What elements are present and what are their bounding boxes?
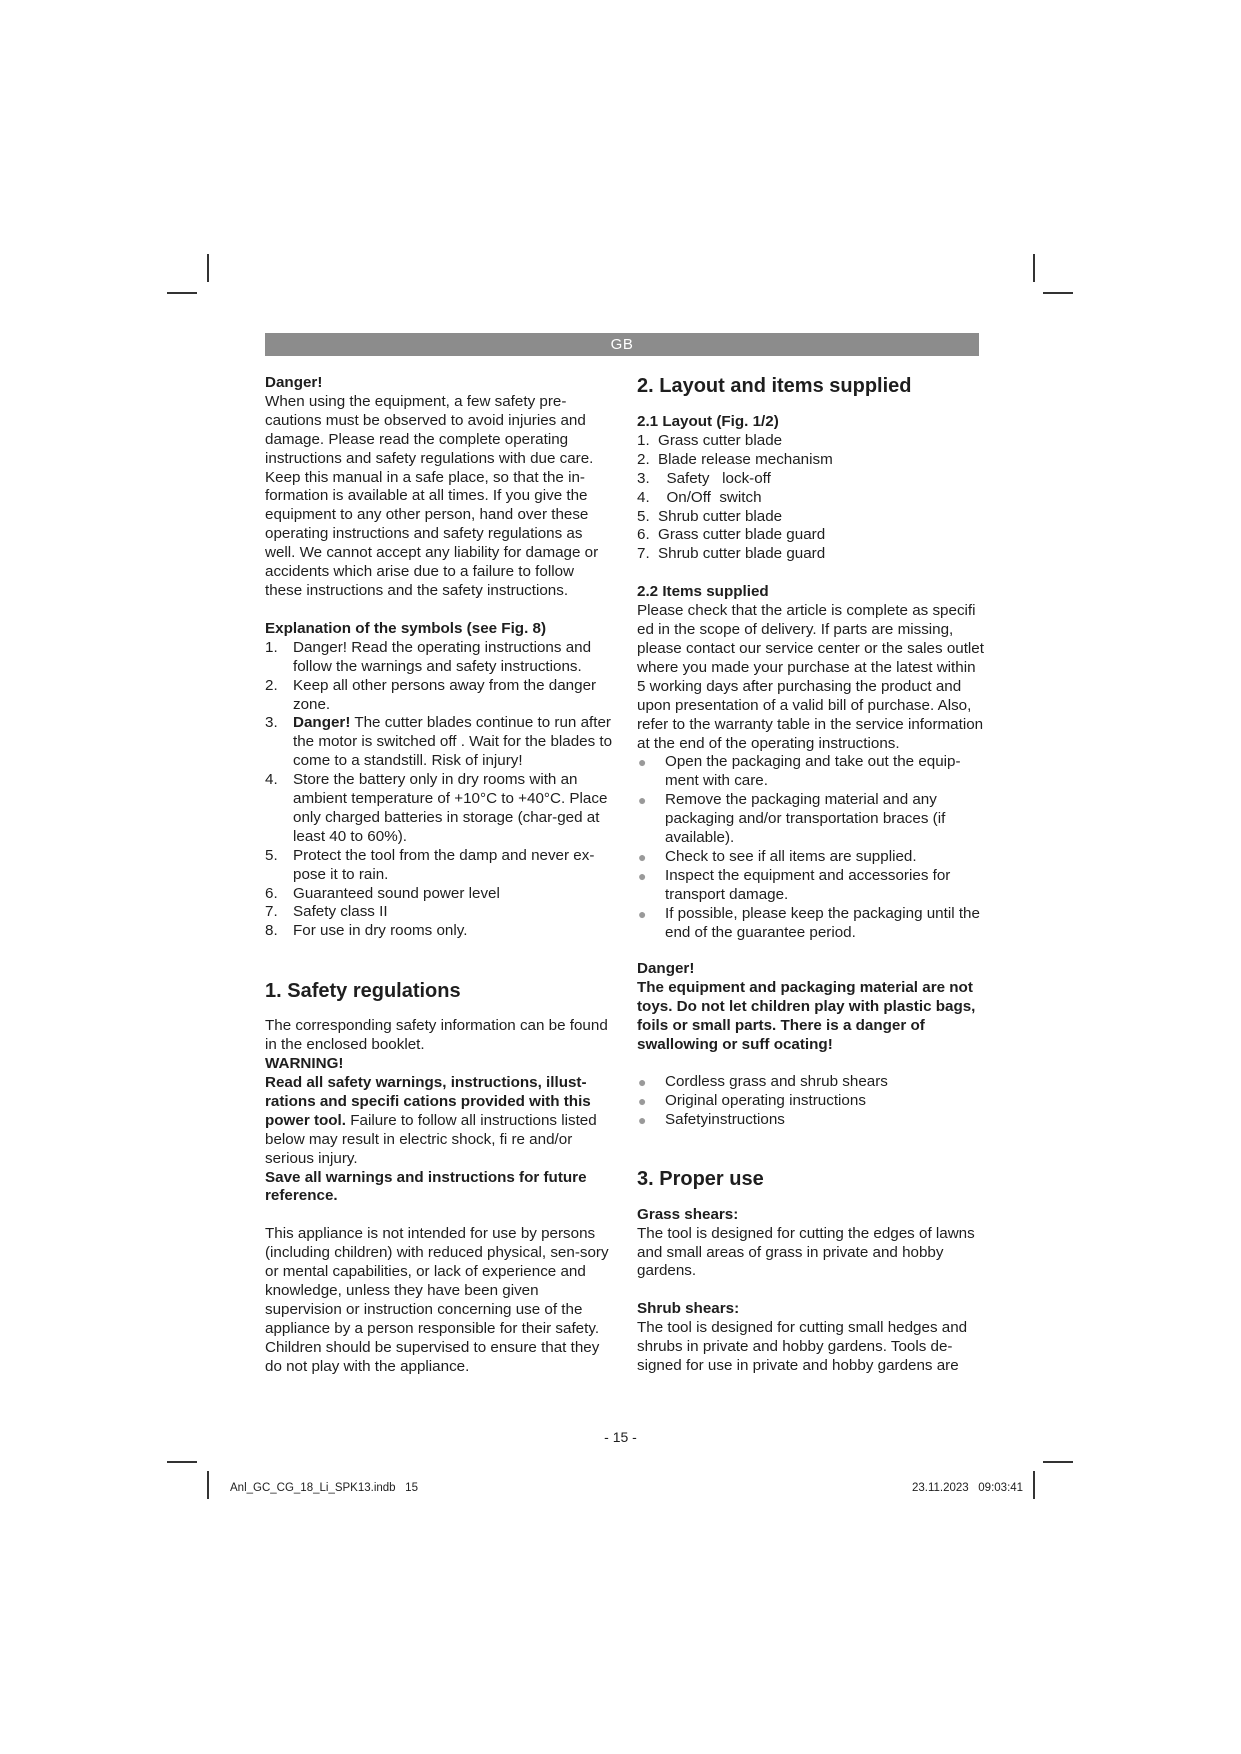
crop-mark [1033, 254, 1035, 282]
right-column [637, 374, 987, 1376]
bullet-icon: ● [638, 1092, 647, 1109]
danger-title-right: Danger! [637, 960, 695, 978]
list-item: ● Check to see if all items are supplied. [638, 847, 917, 865]
print-timestamp: 23.11.2023 09:03:41 [912, 1482, 1024, 1494]
warning-title: WARNING! [265, 1055, 344, 1073]
supplied-text: Please check that the article is complete as specifi ed in the scope of delivery. If parts are missing, please contact our service center or the sales outlet where you made your purchase at the latest within 5 working days after purchasing the product and upon presentation of a valid bill of purchase. Also, refer to the warranty table in the service information at the end of the operating instructions. [637, 602, 984, 752]
list-item: 2. Blade release mechanism [637, 450, 833, 468]
list-item: ● Safetyinstructions [638, 1110, 785, 1128]
bullet-icon: ● [638, 1111, 647, 1128]
list-item: 1. Danger! Read the operating instructions and follow the warnings and safety instructions. [265, 638, 592, 675]
list-item: ● Original operating instructions [638, 1091, 866, 1109]
layout-list [637, 432, 987, 564]
crop-mark [207, 254, 209, 282]
left-column [265, 374, 613, 1377]
contents-bullets [637, 1073, 987, 1130]
bullet-icon: ● [638, 754, 647, 771]
list-item: 4. Store the battery only in dry rooms with an ambient temperature of +10°C to +40°C. Place only charged batteries in storage (char-ged at least 40 to 60%). [265, 771, 608, 845]
file-slug: Anl_GC_CG_18_Li_SPK13.indb 15 [230, 1482, 418, 1494]
shrub-shears-title: Shrub shears: [637, 1300, 740, 1318]
symbols-title: Explanation of the symbols (see Fig. 8) [265, 619, 547, 637]
list-item: 8. For use in dry rooms only. [265, 922, 468, 940]
proper-use-heading: 3. Proper use [637, 1167, 764, 1190]
list-item: ● Cordless grass and shrub shears [638, 1073, 888, 1090]
list-item: 3. Safety lock-off [637, 469, 771, 487]
list-item: ● Inspect the equipment and accessories for transport damage. [638, 866, 951, 903]
warning-text: Read all safety warnings, instructions, illust-rations and specifi cations provided with this power tool. Failure to follow all instructions listed below may result in electric shock, fi re and/or serious injury. [265, 1074, 597, 1167]
bullet-icon: ● [638, 867, 647, 884]
list-item: 3. Danger! The cutter blades continue to run after the motor is switched off . Wait for the blades to come to a standstill. Risk of injury! [265, 714, 613, 770]
bullet-icon: ● [638, 905, 647, 922]
crop-mark [1043, 1461, 1073, 1463]
safety-intro: The corresponding safety information can be found in the enclosed booklet. [265, 1017, 608, 1054]
bullet-icon: ● [638, 848, 647, 865]
layout-heading: 2. Layout and items supplied [637, 375, 912, 397]
appliance-text: This appliance is not intended for use by persons (including children) with reduced physical, sen-sory or mental capabilities, or lack of experience and knowledge, unless they have been given supervision or instruction concerning use of the appliance by a person responsible for their safety. Children should be supervised to ensure that they do not play with the appliance. [265, 1225, 609, 1375]
supplied-bullets [637, 753, 987, 942]
list-item: ● Remove the packaging material and any packaging and/or transportation braces (if available). [638, 791, 946, 847]
bullet-icon: ● [638, 1074, 647, 1090]
list-item: ● If possible, please keep the packaging until the end of the guarantee period. [638, 904, 980, 941]
grass-shears-text: The tool is designed for cutting the edges of lawns and small areas of grass in private and hobby gardens. [637, 1224, 975, 1280]
list-item: 4. On/Off switch [637, 488, 762, 506]
language-header-bar: GB [265, 333, 979, 356]
layout-subheading: 2.1 Layout (Fig. 1/2) [637, 413, 779, 430]
crop-mark [207, 1471, 209, 1499]
list-item: ● Open the packaging and take out the equip-ment with care. [638, 753, 961, 790]
shrub-shears-text: The tool is designed for cutting small hedges and shrubs in private and hobby gardens. Tools de-signed for use in private and hobby gardens are [637, 1319, 968, 1375]
save-instructions: Save all warnings and instructions for future reference. [265, 1168, 587, 1205]
bullet-icon: ● [638, 792, 647, 809]
crop-mark [167, 1461, 197, 1463]
crop-mark [1033, 1471, 1035, 1499]
list-item: 7. Shrub cutter blade guard [637, 545, 826, 563]
grass-shears-title: Grass shears: [637, 1205, 739, 1223]
list-item: 5. Shrub cutter blade [637, 507, 783, 525]
list-item: 2. Keep all other persons away from the danger zone. [265, 676, 597, 713]
danger-text: When using the equipment, a few safety pre-cautions must be observed to avoid injuries and damage. Please read the complete operating instructions and safety regulations with due care. Keep this manual in a safe place, so that the in-formation is available at all times. If you give the equipment to any other person, hand over these operating instructions and safety regulations as well. We cannot accept any liability for damage or accidents which arise due to a failure to follow these instructions and the safety instructions. [265, 392, 599, 599]
danger-title: Danger! [265, 374, 323, 391]
symbols-list [265, 639, 613, 942]
danger-text-right: The equipment and packaging material are not toys. Do not let children play with plastic bags, foils or small parts. There is a danger of swallowing or suff ocating! [637, 979, 976, 1054]
list-item: 6. Grass cutter blade guard [637, 526, 826, 544]
list-item: 5. Protect the tool from the damp and never ex-pose it to rain. [265, 846, 595, 883]
crop-mark [167, 292, 197, 294]
crop-mark [1043, 292, 1073, 294]
list-item: 6. Guaranteed sound power level [265, 884, 500, 902]
list-item: 1. Grass cutter blade [637, 431, 783, 449]
page-number: - 15 - [604, 1429, 637, 1445]
list-item: 7. Safety class II [265, 903, 388, 921]
supplied-subheading: 2.2 Items supplied [637, 583, 769, 601]
safety-heading: 1. Safety regulations [265, 980, 461, 1003]
